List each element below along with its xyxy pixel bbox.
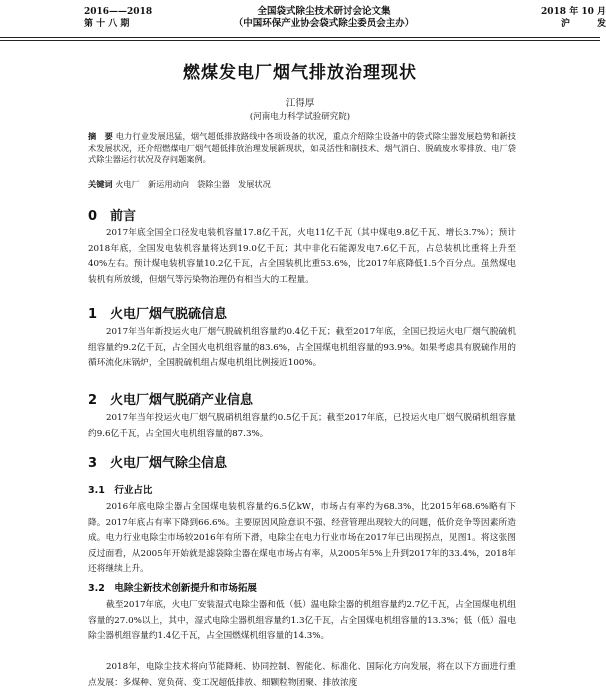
header-rule: [0, 37, 600, 38]
running-header: [84, 6, 606, 30]
subsection-3-2-paragraph-2: 2018年，电除尘技术将向节能降耗、协同控制、智能化、标准化、国际化方向发展，将在以下方面进行重点发展：多煤种、宽负荷、变工况超低排放、细颗粒物团聚、排放浓度: [88, 662, 516, 688]
section-heading-1: 1 火电厂烟气脱硫信息: [88, 307, 228, 322]
header-rule-thin: [0, 40, 600, 41]
section-heading-0: 0 前言: [88, 209, 137, 224]
section-2-paragraph: 2017年当年投运火电厂烟气脱硝机组容量约0.5亿千瓦；截至2017年底，已投运火电厂烟气脱硝机组容量约9.6亿千瓦，占全国火电机组容量的87.3%。: [88, 413, 516, 439]
subsection-heading-3-1: 3.1 行业占比: [88, 485, 153, 496]
keywords-text: 火电厂 新运用动向 袋除尘器 发展状况: [115, 179, 271, 189]
header-publisher: 沪 发: [560, 19, 606, 29]
subsection-heading-3-2: 3.2 电除尘新技术创新提升和市场拓展: [88, 583, 257, 594]
section-0-paragraph: 2017年底全国全口径发电装机容量17.8亿千瓦，火电11亿千瓦（其中煤电9.8亿千瓦、增长3.7%）；预计2018年底，全国发电装机容量将达到19.0亿千瓦；其中非化石能源发电7.6亿千瓦，占总装机比重将上升至40%左右。预计煤电装机容量10.2亿千瓦，占全国装机比重53.6%，比2017年底降低1.5个百分点。虽然煤电装机有所放缓，但烟气等污染物治理仍有相当大的工程量。: [88, 228, 516, 285]
keywords-label: 关键词: [88, 179, 113, 189]
section-1-paragraph: 2017年当年新投运火电厂烟气脱硫机组容量约0.4亿千瓦；截至2017年底，全国已投运火电厂烟气脱硫机组容量约9.2亿千瓦，占全国火电机组容量的83.6%，占全国煤电机组容量的93.9%。如果考虑具有脱硫作用的循环流化床锅炉，全国脱硫机组占煤电机组比例接近100%。: [88, 327, 516, 368]
keywords: [88, 179, 516, 190]
abstract-label: 摘 要: [88, 131, 114, 141]
paper-affiliation: (河南电力科学试验研究院): [249, 112, 351, 122]
header-years: 2016——2018: [84, 7, 153, 17]
subsection-3-1-paragraph: 2016年底电除尘器占全国煤电装机容量约6.5亿kW，市场占有率约为68.3%，比2015年68.6%略有下降。2017年底占有率下降到66.6%。主要原因风险意识不强、经营管理出现较大的问题，低价竞争等因素所造成。电力行业电除尘市场较2016年有所下滑，电除尘在电力行业市场在2017年已出现拐点，见图1。将这张图反过面看，从2005年开始就是滤袋除尘器在煤电市场占有率，从2005年5%上升到2017年的33.4%，2018年还将继续上升。: [88, 502, 516, 574]
proceedings-title: 全国袋式除尘技术研讨会论文集: [257, 6, 391, 17]
abstract-text: 电力行业发展迅猛，烟气超低排放路线中各项设备的状况，重点介绍除尘设备中的袋式除尘器发展趋势和新技术发展状况，还介绍燃煤电厂烟气超低排放治理发展新现状，如灵活性和制技术、烟气消白、脱硫废水零排放、电厂袋式除尘器运行状况及存问题案例。: [88, 131, 516, 164]
header-right: [516, 6, 606, 30]
header-date: 2018 年 10 月: [541, 7, 606, 17]
section-heading-3: 3 火电厂烟气除尘信息: [88, 456, 228, 471]
abstract: [88, 131, 516, 166]
header-left: [84, 6, 152, 30]
header-center: [128, 6, 520, 30]
section-heading-2: 2 火电厂烟气脱硝产业信息: [88, 393, 254, 408]
paper-author: 江得厚: [285, 98, 315, 109]
header-issue: 第 十 八 期: [84, 19, 130, 29]
subsection-3-2-paragraph-1: 截至2017年底，火电厂安装湿式电除尘器和低（低）温电除尘器的机组容量约2.7亿千瓦，占全国煤电机组容量的27.0%以上，其中，湿式电除尘器机组容量约1.3亿千瓦，占全国煤电机组容量的13.3%；低（低）温电除尘器机组容量约1.4亿千瓦，占全国燃煤机组容量的14.3%。: [88, 600, 516, 641]
proceedings-organizer: （中国环保产业协会袋式除尘委员会主办）: [233, 18, 415, 29]
paper-title: 燃煤发电厂烟气排放治理现状: [183, 63, 417, 83]
